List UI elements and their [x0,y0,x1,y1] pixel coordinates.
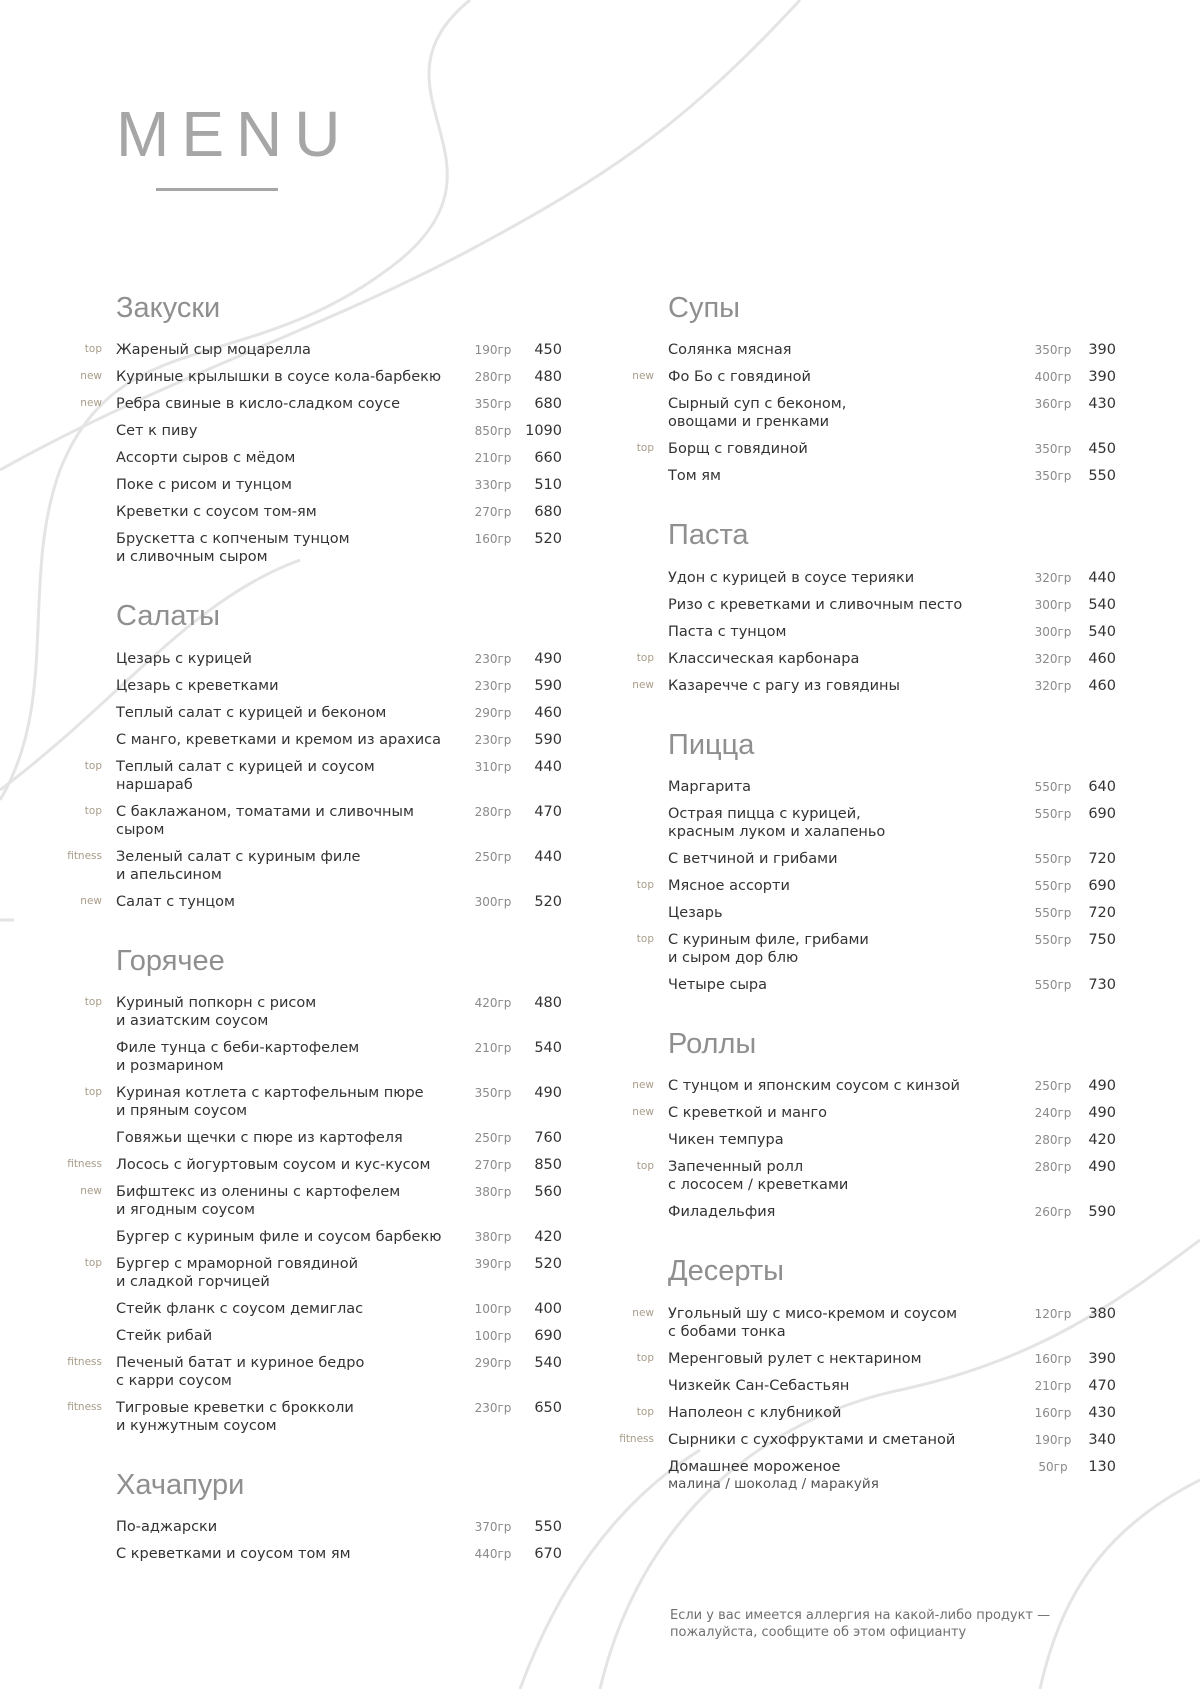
item-tag: top [636,442,654,455]
item-tag: top [84,759,102,772]
item-name: Бургер с мраморной говядиной и сладкой горчицей [116,1256,359,1291]
section-title: Хачапури [116,1469,245,1502]
item-price: 690 [534,1328,562,1345]
menu-item [62,893,562,911]
right-column [614,292,1114,1527]
menu-item [62,1228,562,1246]
item-name: Казаречче с рагу из говядины [668,677,900,694]
menu-section [62,945,562,1435]
item-tag: top [84,996,102,1009]
menu-item [614,805,1114,841]
item-weight: 350гр [1034,469,1072,484]
menu-section [614,1028,1114,1221]
menu-item [614,1203,1114,1221]
item-weight: 250гр [474,849,512,864]
section-title: Супы [668,292,740,324]
left-column [62,292,562,1597]
item-price: 510 [534,477,562,494]
item-tag: top [84,343,102,356]
menu-item [614,677,1114,695]
item-price: 540 [534,1355,562,1372]
item-name: Печеный батат и куриное бедро с карри соусом [116,1355,365,1390]
item-price: 130 [1088,1458,1116,1475]
menu-item [62,1300,562,1318]
item-weight: 290гр [474,1356,512,1371]
item-price: 390 [1088,1350,1116,1367]
item-price: 680 [534,396,562,413]
menu-item [62,731,562,749]
item-price: 420 [1088,1132,1116,1149]
item-price: 750 [1088,932,1116,949]
item-name: С ветчиной и грибами [668,851,838,868]
menu-item [614,778,1114,796]
item-name: Лосось с йогуртовым соусом и кус-кусом [116,1157,431,1174]
item-weight: 190гр [1034,1432,1072,1447]
item-price: 540 [534,1040,562,1057]
section-title: Салаты [116,600,220,633]
item-name: Цезарь [668,905,723,922]
item-weight: 210гр [474,1041,512,1056]
allergy-note: Если у вас имеется аллергия на какой-либо продукт — пожалуйста, сообщите об этом официанту [670,1608,1051,1640]
item-name: Поке с рисом и тунцом [116,477,292,494]
item-weight: 320гр [1034,651,1072,666]
menu-item [62,1129,562,1147]
menu-item [62,1255,562,1291]
item-weight: 400гр [1034,370,1072,385]
item-price: 650 [534,1400,562,1417]
item-tag: new [632,1079,654,1092]
menu-item [614,1431,1114,1449]
item-name: Куриный попкорн с рисом и азиатским соусом [116,995,317,1030]
item-price: 520 [534,893,562,910]
item-weight: 550гр [1034,879,1072,894]
item-name: Цезарь с креветками [116,677,279,694]
item-name: Ассорти сыров с мёдом [116,450,296,467]
item-weight: 210гр [474,451,512,466]
menu-item [62,704,562,722]
item-tag: new [80,1185,102,1198]
item-weight: 550гр [1034,852,1072,867]
item-price: 760 [534,1130,562,1147]
item-weight: 300гр [1034,624,1072,639]
section-title: Горячее [116,944,225,977]
item-price: 420 [534,1229,562,1246]
item-name: Бифштекс из оленины с картофелем и ягодным соусом [116,1184,401,1219]
item-weight: 270гр [474,1158,512,1173]
item-name: С манго, креветками и кремом из арахиса [116,731,442,748]
menu-item [62,1039,562,1075]
menu-item [614,440,1114,458]
item-name: Том ям [668,468,721,485]
item-tag: fitness [67,1356,102,1369]
menu-item [62,1545,562,1563]
item-name: Теплый салат с курицей и соусом наршараб [116,758,375,793]
menu-item [614,1377,1114,1395]
item-weight: 230гр [474,732,512,747]
menu-item [614,1104,1114,1122]
menu-item [62,368,562,386]
menu-item [614,650,1114,668]
item-price: 490 [1088,1078,1116,1095]
menu-item [614,1158,1114,1194]
item-weight: 190гр [474,343,512,358]
item-price: 430 [1088,1404,1116,1421]
menu-item [614,976,1114,994]
item-price: 690 [1088,878,1116,895]
item-name: С креветками и соусом том ям [116,1546,351,1563]
item-weight: 230гр [474,678,512,693]
item-weight: 550гр [1034,807,1072,822]
item-price: 490 [1088,1105,1116,1122]
menu-item [62,758,562,794]
item-price: 590 [1088,1204,1116,1221]
item-weight: 350гр [1034,343,1072,358]
item-weight: 390гр [474,1257,512,1272]
item-weight: 160гр [474,532,512,547]
item-price: 540 [1088,623,1116,640]
item-name: С баклажаном, томатами и сливочным сыром [116,803,414,838]
menu-item [614,368,1114,386]
item-name: Паста с тунцом [668,623,787,640]
item-price: 480 [534,369,562,386]
item-tag: fitness [67,1158,102,1171]
item-price: 540 [1088,596,1116,613]
menu-item [62,650,562,668]
item-name: По-аджарски [116,1519,218,1536]
item-weight: 260гр [1034,1205,1072,1220]
section-title: Роллы [668,1028,757,1061]
menu-item [62,994,562,1030]
menu-item [62,677,562,695]
item-name: Куриные крылышки в соусе кола-барбекю [116,369,442,386]
item-price: 690 [1088,806,1116,823]
item-name: Домашнее мороженое [668,1458,841,1475]
menu-item [614,850,1114,868]
item-name: Ребра свиные в кисло-сладком соусе [116,396,401,413]
menu-item [614,569,1114,587]
menu-item [614,596,1114,614]
item-price: 450 [1088,441,1116,458]
item-weight: 420гр [474,996,512,1011]
item-name: Сет к пиву [116,423,198,440]
item-name: Говяжьи щечки с пюре из картофеля [116,1130,403,1147]
menu-section [62,600,562,910]
logo-underline [156,188,278,191]
item-price: 460 [1088,650,1116,667]
item-name: Чикен темпура [668,1132,784,1149]
item-price: 490 [534,1085,562,1102]
item-price: 380 [1088,1305,1116,1322]
item-weight: 50гр [1038,1459,1068,1474]
item-price: 440 [534,848,562,865]
item-weight: 550гр [1034,780,1072,795]
item-price: 660 [534,450,562,467]
item-weight: 280гр [1034,1133,1072,1148]
item-weight: 350гр [1034,442,1072,457]
item-price: 400 [534,1301,562,1318]
item-weight: 280гр [1034,1160,1072,1175]
item-weight: 240гр [1034,1106,1072,1121]
item-price: 470 [1088,1377,1116,1394]
menu-item [62,1518,562,1536]
menu-item [614,1350,1114,1368]
item-name: Маргарита [668,779,752,796]
item-name: Мясное ассорти [668,878,790,895]
menu-item [614,623,1114,641]
item-name: Сырники с сухофруктами и сметаной [668,1431,956,1448]
item-weight: 230гр [474,651,512,666]
menu-item [614,395,1114,431]
item-weight: 550гр [1034,906,1072,921]
menu-item [62,395,562,413]
item-price: 440 [534,758,562,775]
item-name: Жареный сыр моцарелла [116,342,311,359]
menu-logo: MENU [116,98,353,170]
menu-item [62,803,562,839]
item-name: Теплый салат с курицей и беконом [116,704,387,721]
item-weight: 310гр [474,759,512,774]
item-price: 550 [534,1519,562,1536]
item-weight: 550гр [1034,978,1072,993]
item-weight: 280гр [474,804,512,819]
item-weight: 160гр [1034,1405,1072,1420]
item-weight: 210гр [1034,1378,1072,1393]
menu-item [614,1404,1114,1422]
item-price: 390 [1088,342,1116,359]
item-name: Куриная котлета с картофельным пюре и пряным соусом [116,1085,424,1120]
item-price: 520 [534,531,562,548]
menu-item [614,1077,1114,1095]
item-weight: 280гр [474,370,512,385]
item-weight: 290гр [474,705,512,720]
item-price: 640 [1088,779,1116,796]
item-weight: 230гр [474,1401,512,1416]
item-price: 460 [534,704,562,721]
item-price: 670 [534,1546,562,1563]
item-name: Салат с тунцом [116,893,235,910]
menu-item [614,931,1114,967]
item-weight: 550гр [1034,933,1072,948]
item-weight: 300гр [1034,597,1072,612]
item-weight: 320гр [1034,570,1072,585]
item-weight: 250гр [474,1131,512,1146]
item-tag: top [636,1351,654,1364]
item-weight: 380гр [474,1185,512,1200]
item-weight: 380гр [474,1230,512,1245]
item-subtitle: малина / шоколад / маракуйя [668,1475,879,1492]
item-tag: top [636,879,654,892]
item-name: Сырный суп с беконом, овощами и гренками [668,396,847,431]
menu-section [614,519,1114,694]
menu-item [62,341,562,359]
item-price: 560 [534,1184,562,1201]
item-name: Меренговый рулет с нектарином [668,1350,922,1367]
item-name: Креветки с соусом том-ям [116,504,317,521]
menu-item [62,848,562,884]
item-tag: new [632,678,654,691]
item-weight: 160гр [1034,1351,1072,1366]
item-price: 720 [1088,851,1116,868]
item-tag: new [632,370,654,383]
item-weight: 850гр [474,424,512,439]
item-price: 1090 [525,423,562,440]
item-name: Стейк рибай [116,1328,213,1345]
menu-item [62,1354,562,1390]
item-name: Удон с курицей в соусе терияки [668,569,915,586]
item-name: Фо Бо с говядиной [668,369,811,386]
item-name: С куриным филе, грибами и сыром дор блю [668,932,869,967]
item-price: 450 [534,342,562,359]
menu-item [614,1458,1114,1493]
item-name: Бургер с куриным филе и соусом барбекю [116,1229,442,1246]
item-tag: top [84,1086,102,1099]
item-name: Острая пицца с курицей, красным луком и халапеньо [668,806,886,841]
item-name: Филе тунца с беби-картофелем и розмарином [116,1040,360,1075]
item-weight: 440гр [474,1547,512,1562]
item-name: С тунцом и японским соусом с кинзой [668,1078,960,1095]
section-title: Закуски [116,292,221,324]
item-price: 390 [1088,369,1116,386]
item-name: С креветкой и манго [668,1105,828,1122]
item-tag: top [636,933,654,946]
item-name: Брускетта с копченым тунцом и сливочным сыром [116,531,350,566]
menu-item [62,1327,562,1345]
item-price: 720 [1088,905,1116,922]
menu-item [614,1131,1114,1149]
menu-item [614,341,1114,359]
item-weight: 270гр [474,505,512,520]
item-price: 440 [1088,569,1116,586]
menu-item [62,1183,562,1219]
menu-item [62,476,562,494]
item-price: 430 [1088,396,1116,413]
item-weight: 100гр [474,1302,512,1317]
section-title: Пицца [668,728,755,761]
menu-item [62,503,562,521]
menu-section [614,1255,1114,1492]
section-title: Паста [668,519,749,552]
item-weight: 350гр [474,397,512,412]
item-weight: 320гр [1034,678,1072,693]
item-tag: fitness [67,849,102,862]
item-name: Зеленый салат с куриным филе и апельсином [116,848,361,883]
item-name: Солянка мясная [668,342,792,359]
item-name: Запеченный ролл с лососем / креветками [668,1159,849,1194]
item-price: 550 [1088,468,1116,485]
item-name: Наполеон с клубникой [668,1404,842,1421]
item-price: 680 [534,504,562,521]
item-price: 460 [1088,677,1116,694]
item-price: 490 [534,650,562,667]
item-price: 520 [534,1256,562,1273]
item-tag: new [632,1306,654,1319]
menu-item [614,877,1114,895]
item-tag: fitness [619,1432,654,1445]
menu-item [62,530,562,566]
item-weight: 360гр [1034,397,1072,412]
section-title: Десерты [668,1255,785,1288]
item-tag: fitness [67,1401,102,1414]
menu-section [614,729,1114,994]
item-price: 480 [534,995,562,1012]
item-name: Четыре сыра [668,977,768,994]
item-weight: 300гр [474,894,512,909]
menu-section [614,292,1114,485]
menu-item [614,1305,1114,1341]
menu-item [614,904,1114,922]
item-tag: new [80,370,102,383]
item-name: Угольный шу с мисо-кремом и соусом с бобами тонка [668,1305,958,1340]
item-weight: 100гр [474,1329,512,1344]
item-weight: 330гр [474,478,512,493]
item-name: Классическая карбонара [668,650,860,667]
item-price: 850 [534,1157,562,1174]
item-weight: 250гр [1034,1079,1072,1094]
item-name: Тигровые креветки с брокколи и кунжутным соусом [116,1400,354,1435]
item-price: 730 [1088,977,1116,994]
item-price: 590 [534,677,562,694]
menu-section [62,292,562,566]
item-tag: top [84,804,102,817]
item-weight: 350гр [474,1086,512,1101]
menu-item [62,449,562,467]
item-tag: new [632,1106,654,1119]
item-name: Стейк фланк с соусом демиглас [116,1301,364,1318]
item-name: Чизкейк Сан-Себастьян [668,1377,850,1394]
menu-item [614,467,1114,485]
menu-item [62,1399,562,1435]
item-name: Ризо с креветками и сливочным песто [668,596,963,613]
item-name: Борщ с говядиной [668,441,808,458]
item-price: 470 [534,803,562,820]
item-tag: top [636,1160,654,1173]
item-price: 340 [1088,1431,1116,1448]
item-weight: 120гр [1034,1306,1072,1321]
item-price: 590 [534,731,562,748]
item-tag: top [84,1257,102,1270]
item-tag: top [636,1405,654,1418]
item-price: 490 [1088,1159,1116,1176]
item-name: Цезарь с курицей [116,650,252,667]
menu-section [62,1469,562,1563]
menu-item [62,1156,562,1174]
item-tag: new [80,397,102,410]
item-tag: new [80,894,102,907]
menu-item [62,422,562,440]
menu-item [62,1084,562,1120]
item-weight: 370гр [474,1520,512,1535]
item-name: Филадельфия [668,1204,776,1221]
item-tag: top [636,651,654,664]
